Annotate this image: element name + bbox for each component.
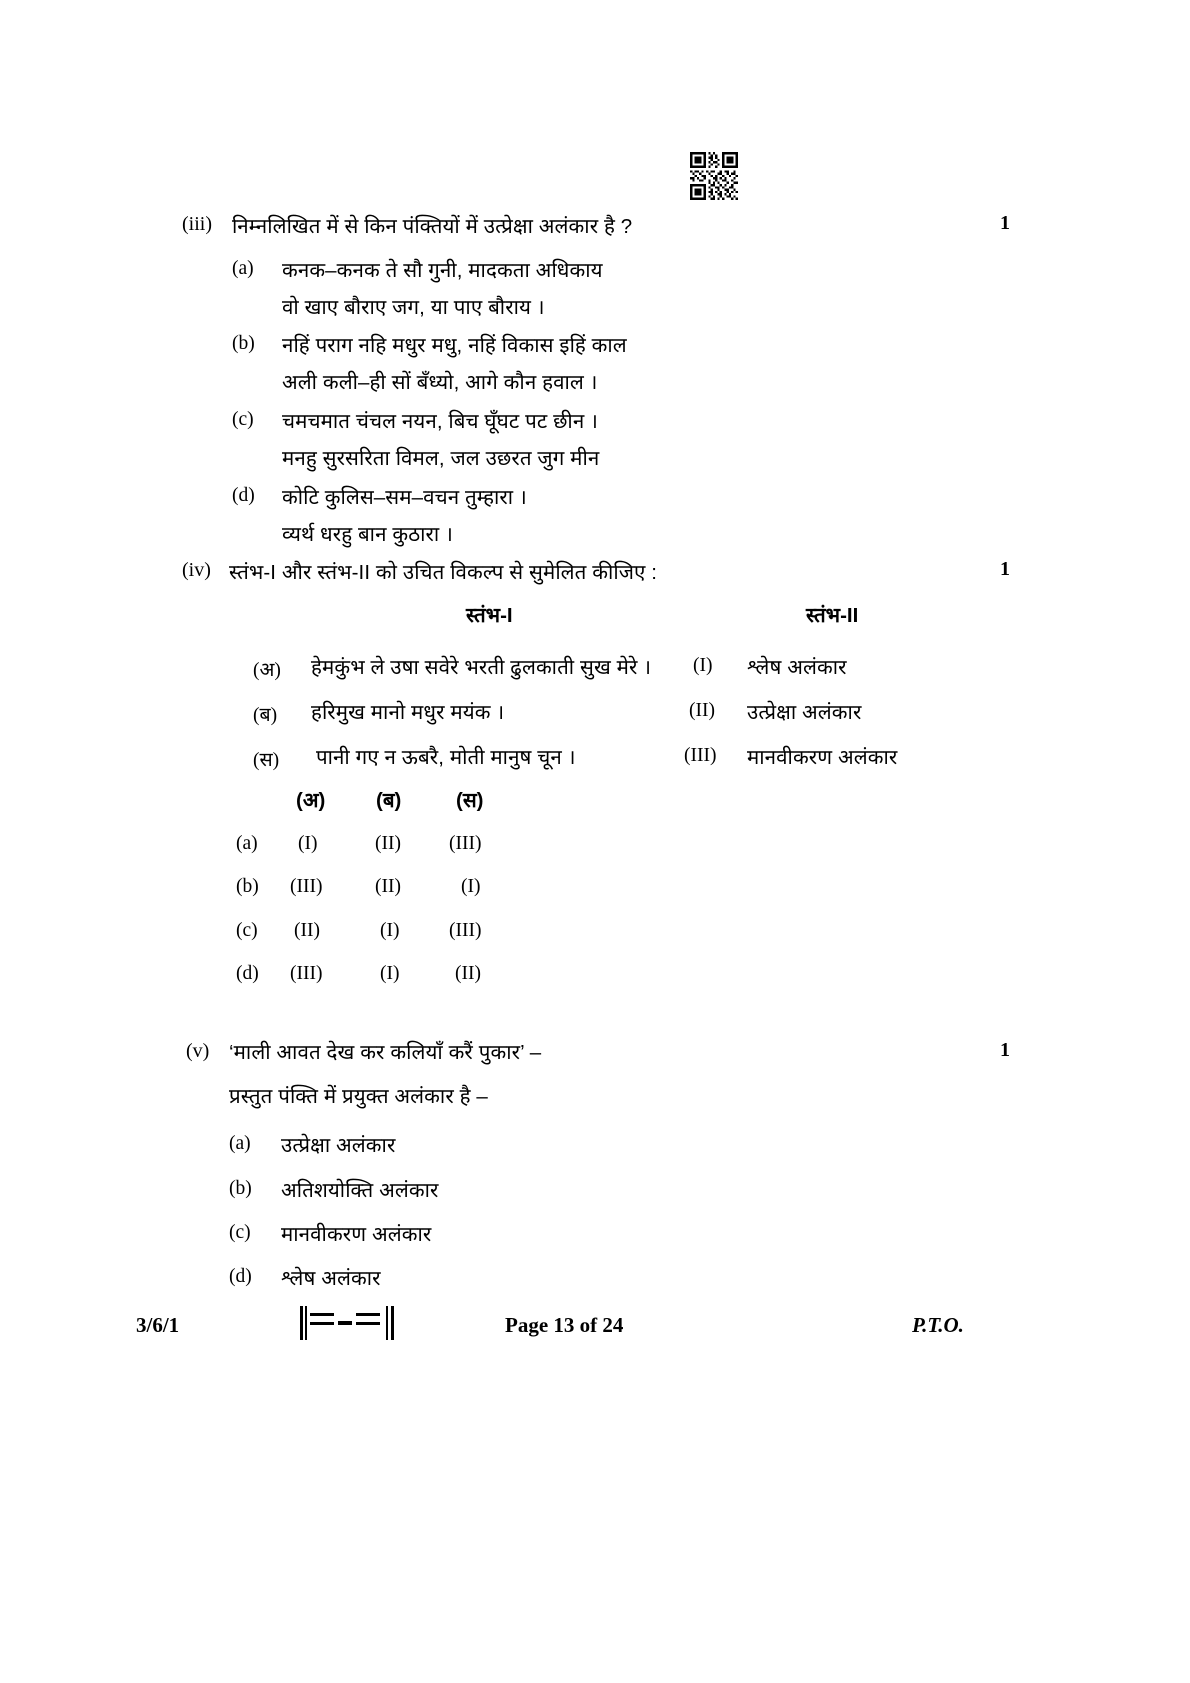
- match-text-b: हरिमुख मानो मधुर मयंक ।: [311, 701, 505, 724]
- answer-row-b-v3[interactable]: (I): [461, 876, 481, 897]
- answer-row-label-b[interactable]: (b): [236, 876, 259, 897]
- answer-row-d-v2[interactable]: (I): [380, 963, 400, 984]
- match-label-II: (II): [689, 700, 715, 721]
- answer-header-s: (स): [456, 789, 484, 812]
- answer-row-label-a[interactable]: (a): [236, 833, 258, 854]
- question-stem-iii: निम्नलिखित में से किन पंक्तियों में उत्प्रेक्षा अलंकार है ?: [232, 215, 633, 238]
- match-text-s: पानी गए न ऊबरै, मोती मानुष चून ।: [316, 746, 576, 769]
- option-label-v-d[interactable]: (d): [229, 1266, 252, 1287]
- answer-row-d-v3[interactable]: (II): [455, 963, 481, 984]
- option-text-v-b[interactable]: अतिशयोक्ति अलंकार: [281, 1179, 439, 1202]
- option-text-iii-c-line2[interactable]: मनहु सुरसरिता विमल, जल उछरत जुग मीन: [282, 447, 600, 470]
- option-text-v-a[interactable]: उत्प्रेक्षा अलंकार: [281, 1134, 396, 1157]
- answer-row-c-v1[interactable]: (II): [294, 920, 320, 941]
- marks-iv: 1: [1000, 558, 1010, 580]
- match-text-I: श्लेष अलंकार: [747, 656, 847, 679]
- footer-paper-code: 3/6/1: [136, 1313, 180, 1337]
- match-label-III: (III): [684, 745, 717, 766]
- match-label-b: (ब): [253, 705, 278, 726]
- answer-row-b-v1[interactable]: (III): [290, 876, 323, 897]
- answer-row-a-v2[interactable]: (II): [375, 833, 401, 854]
- answer-row-c-v3[interactable]: (III): [449, 920, 482, 941]
- option-text-iii-b-line2[interactable]: अली कली–ही सों बँध्यो, आगे कौन हवाल ।: [282, 371, 598, 394]
- answer-header-a: (अ): [296, 789, 326, 812]
- question-number-v: (v): [186, 1040, 210, 1062]
- column-heading-2: स्तंभ-II: [806, 604, 859, 627]
- answer-row-label-d[interactable]: (d): [236, 963, 259, 984]
- option-text-iii-d-line2[interactable]: व्यर्थ धरहु बान कुठारा ।: [282, 523, 453, 546]
- match-text-II: उत्प्रेक्षा अलंकार: [747, 701, 862, 724]
- answer-row-a-v3[interactable]: (III): [449, 833, 482, 854]
- barcode: [300, 1306, 396, 1340]
- qr-code: [690, 152, 738, 200]
- column-heading-1: स्तंभ-I: [466, 604, 513, 627]
- option-text-iii-a-line2[interactable]: वो खाए बौराए जग, या पाए बौराय ।: [282, 296, 545, 319]
- option-label-v-a[interactable]: (a): [229, 1133, 251, 1154]
- option-text-iii-b-line1[interactable]: नहिं पराग नहि मधुर मधु, नहिं विकास इहिं काल: [282, 334, 627, 357]
- option-text-v-d[interactable]: श्लेष अलंकार: [281, 1267, 381, 1290]
- question-stem-iv: स्तंभ-I और स्तंभ-II को उचित विकल्प से सुमेलित कीजिए :: [229, 561, 658, 584]
- marks-iii: 1: [1000, 212, 1010, 234]
- footer-pto: P.T.O.: [912, 1313, 964, 1337]
- option-label-iii-d[interactable]: (d): [232, 485, 255, 506]
- answer-row-c-v2[interactable]: (I): [380, 920, 400, 941]
- answer-row-b-v2[interactable]: (II): [375, 876, 401, 897]
- option-text-iii-a-line1[interactable]: कनक–कनक ते सौ गुनी, मादकता अधिकाय: [282, 259, 603, 282]
- match-label-s: (स): [253, 750, 280, 771]
- option-text-iii-c-line1[interactable]: चमचमात चंचल नयन, बिच घूँघट पट छीन ।: [282, 410, 598, 433]
- answer-row-a-v1[interactable]: (I): [298, 833, 318, 854]
- option-label-iii-c[interactable]: (c): [232, 409, 254, 430]
- question-number-iv: (iv): [182, 559, 211, 581]
- option-label-iii-a[interactable]: (a): [232, 258, 254, 279]
- option-label-v-c[interactable]: (c): [229, 1222, 251, 1243]
- question-stem-v-line1: ‘माली आवत देख कर कलियाँ करैं पुकार’ –: [229, 1041, 542, 1064]
- question-number-iii: (iii): [182, 213, 212, 235]
- option-text-v-c[interactable]: मानवीकरण अलंकार: [281, 1223, 432, 1246]
- answer-header-b: (ब): [376, 789, 402, 812]
- marks-v: 1: [1000, 1039, 1010, 1061]
- match-text-III: मानवीकरण अलंकार: [747, 746, 898, 769]
- answer-row-d-v1[interactable]: (III): [290, 963, 323, 984]
- option-label-v-b[interactable]: (b): [229, 1178, 252, 1199]
- answer-row-label-c[interactable]: (c): [236, 920, 258, 941]
- match-label-I: (I): [693, 655, 713, 676]
- question-stem-v-line2: प्रस्तुत पंक्ति में प्रयुक्त अलंकार है –: [229, 1085, 488, 1108]
- match-label-a: (अ): [253, 660, 281, 681]
- option-label-iii-b[interactable]: (b): [232, 333, 255, 354]
- match-text-a: हेमकुंभ ले उषा सवेरे भरती ढुलकाती सुख मेरे ।: [311, 656, 652, 679]
- footer-page-number: Page 13 of 24: [505, 1313, 624, 1337]
- option-text-iii-d-line1[interactable]: कोटि कुलिस–सम–वचन तुम्हारा ।: [282, 486, 527, 509]
